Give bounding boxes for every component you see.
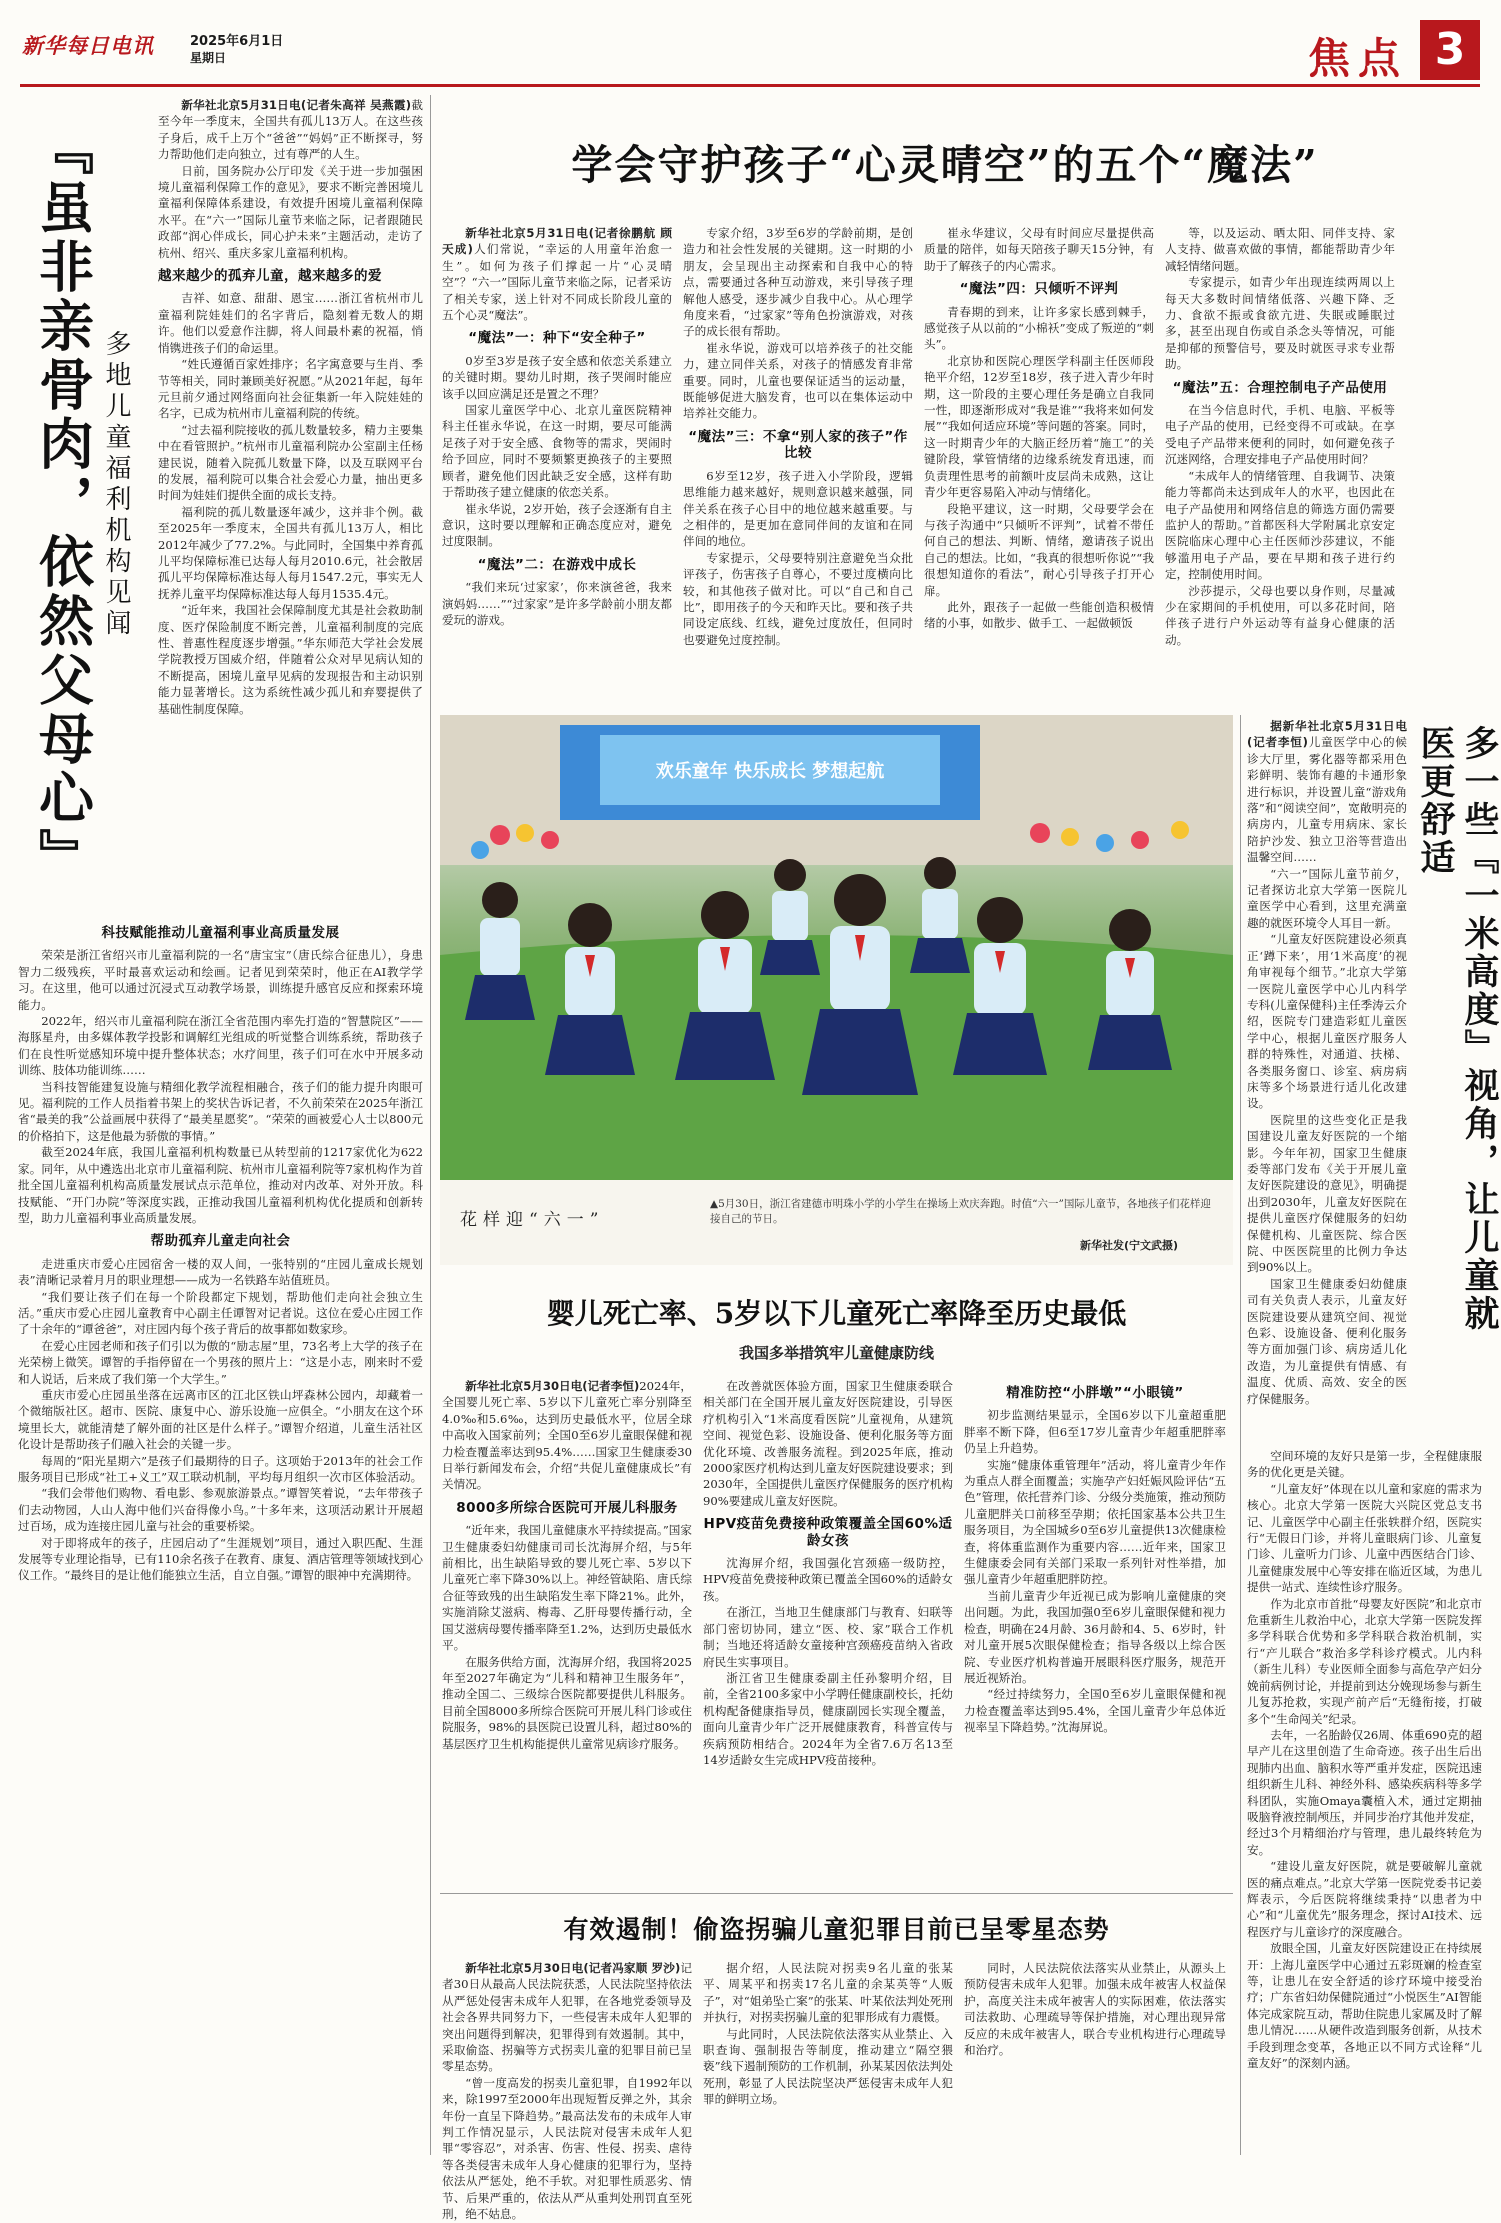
- mortality-heading-2: HPV疫苗免费接种政策覆盖全国60%适龄女孩: [703, 1516, 953, 1549]
- magic-para: 崔永华建议，父母有时间应尽量提供高质量的陪伴，如每天陪孩子聊天15分钟，有助于了解孩子的内心需求。: [924, 226, 1154, 273]
- horizontal-divider: [440, 1893, 1233, 1894]
- magic-heading-5: “魔法”五：合理控制电子产品使用: [1172, 379, 1388, 396]
- magic-col-3: [924, 225, 1154, 705]
- magic-para: 段艳平建议，这一时期，父母要学会在与孩子沟通中“只倾听不评判”，试着不带任何自己的想法、判断、情绪，邀请孩子说出自己的想法。比如，“我真的很想听你说”“我很想知道你的看法”，耐心引导孩子打开心扉。: [924, 501, 1154, 598]
- magic-para: 专家提示，如青少年出现连续两周以上每天大多数时间情绪低落、兴趣下降、乏力、食欲不振或食欲亢进、失眠或睡眠过多，甚至出现自伤或自杀念头等情况，可能是抑郁的预警信号，要及时就医寻求专业帮助。: [1165, 275, 1395, 372]
- magic-para: 国家儿童医学中心、北京儿童医院精神科主任崔永华说，在这一时期，要尽可能满足孩子对于安全感、食物等的需求，哭闹时给予回应，同时不要频繁更换孩子的主要照顾者，避免他们因此缺乏安全感，这样有助于帮助孩子建立健康的依恋关系。: [442, 403, 672, 500]
- left-para: “近年来，我国社会保障制度尤其是社会救助制度、医疗保险制度不断完善，儿童福利制度的完底性、普惠性程度逐步增强。”华东师范大学社会发展学院教授万国威介绍，伴随着公众对早见病认知的不断提高，困境儿童早见病的发现报告和主动识别能力显著增长。这为系统性减少孤儿和弃婴提供了基础性制度保障。: [158, 603, 423, 716]
- section-name: 焦点: [1308, 34, 1409, 83]
- left-para: 每周的“阳光星期六”是孩子们最期待的日子。这项始于2013年的社会工作服务项目已形成“社工+义工”双工联动机制，平均每月组织一次市区体验活动。: [18, 1453, 423, 1484]
- magic-col-4: [1165, 225, 1395, 705]
- magic-para: 0岁至3岁是孩子安全感和依恋关系建立的关键时期。婴幼儿时期，孩子哭闹时能应该手以回应满足还是置之不理？: [442, 353, 672, 401]
- left-intro: [158, 97, 423, 911]
- masthead: [0, 0, 1500, 88]
- photo-illustration: [440, 715, 1233, 1265]
- photo-caption: ▲5月30日，浙江省建德市明珠小学的小学生在操场上欢庆奔跑。时值“六一”国际儿童节，各地孩子们花样迎接自己的节日。: [710, 1198, 1211, 1225]
- magic-para: 6岁至12岁，孩子进入小学阶段，逻辑思维能力越来越好，规则意识越来越强，同伴关系在孩子心目中的地位越来越重要。与之相伴的，是更加在意同伴间的友谊和在同伴间的地位。: [683, 468, 913, 549]
- masthead-weekday: 星期日: [190, 51, 227, 65]
- theft-para: 与此同时，人民法院依法落实从业禁止、入职查询、强制报告等制度，推动建立“隔空猥亵”线下遏制预防的工作机制，孙某某因依法判处死刑，彰显了人民法院坚决严惩侵害未成年人犯罪的鲜明立场。: [703, 2026, 953, 2107]
- magic-para: 专家提示，父母要特别注意避免当众批评孩子，伤害孩子自尊心，不要过度横向比较，和其他孩子做对比。可以“自己和自己比”，即用孩子的今天和昨天比。要和孩子共同设定底线、红线，避免过度放任，但同时也要避免过度控制。: [683, 550, 913, 647]
- mortality-title: 婴儿死亡率、5岁以下儿童死亡率降至历史最低: [546, 1297, 1127, 1330]
- theft-para: 据介绍，人民法院对拐卖9名儿童的张某平、周某平和拐卖17名儿童的余某英等“人贩子”，对“姐弟坠亡案”的张某、叶某依法判处死刑并执行，对拐卖拐骗儿童的犯罪形成有力震慑。: [703, 1961, 953, 2025]
- theft-para: 记者30日从最高人民法院获悉，人民法院坚持依法从严惩处侵害未成年人犯罪，在各地党委领导及社会各界共同努力下，一些侵害未成年人犯罪的突出问题得到解决，犯罪得到有效遏制。其中，采取偷盗、拐骗等方式拐卖儿童的犯罪目前已呈零星态势。: [442, 1961, 692, 2074]
- right-para: “儿童友好医院建设必须真正‘蹲下来’，用‘1米高度’的视角审视每个细节。”北京大学第一医院儿童医学中心儿内科学专科(儿童保健科)主任季涛云介绍，医院专门建造彩虹儿童医学中心，根据儿童医疗服务人群的特殊性，对通道、扶梯、各类服务窗口、诊室、病房病床等多个场景进行适儿化改建设。: [1247, 932, 1407, 1111]
- masthead-rule: [20, 84, 1480, 87]
- mortality-para: 沈海屏介绍，我国强化宫颈癌一级防控，HPV疫苗免费接种政策已覆盖全国60%的适龄女孩。: [703, 1556, 953, 1603]
- mortality-para: 在浙江，当地卫生健康部门与教育、妇联等部门密切协同，建立“医、校、家”联合工作机制；当地还将适龄女童接种宫颈癌疫苗纳入省政府民生实事项目。: [703, 1605, 953, 1669]
- theft-para: 同时，人民法院依法落实从业禁止，从源头上预防侵害未成年人犯罪。加强未成年被害人权益保护，高度关注未成年被害人的实际困难，依法落实司法救助、心理疏导等保护措施，对心理出现异常反应的未成年被害人，联合专业机构进行心理疏导和治疗。: [964, 1961, 1226, 2058]
- left-para: 在爱心庄园老师和孩子们引以为傲的“励志屋”里，73名考上大学的孩子在光荣榜上微笑。谭智的手指停留在一个男孩的照片上：“这是小志，刚来时不爱和人说话，后来成了我们第一个大学生。”: [18, 1338, 423, 1386]
- mortality-para: “经过持续努力，全国0至6岁儿童眼保健和视力检查覆盖率达到95.4%，全国儿童青少年总体近视率呈下降趋势。”沈海屏说。: [964, 1687, 1226, 1735]
- left-story-title: 『虽非亲骨肉，依然父母心』: [30, 120, 95, 887]
- mortality-para: 在服务供给方面，沈海屏介绍，我国将2025年至2027年确定为“儿科和精神卫生服务年”，推动全国二、三级综合医院都要提供儿科服务。目前全国8000多所综合医院可开展儿科门诊或住院服务，98%的县医院已设置儿科，超过80%的基层医疗卫生机构能提供儿童常见病诊疗服务。: [442, 1654, 692, 1751]
- right-para: 去年，一名胎龄仅26周、体重690克的超早产儿在这里创造了生命奇迹。孩子出生后出现肺内出血、脑积水等严重并发症，医院迅速组织新生儿科、神经外科、感染疾病科等多学科团队，实施Omaya囊植入术，通过定期抽吸脑脊液控制颅压，并同步治疗其他并发症，经过3个月精细治疗与管理，患儿最终转危为安。: [1247, 1727, 1482, 1857]
- mortality-col-2: [703, 1378, 953, 1888]
- mortality-para: 浙江省卫生健康委副主任孙黎明介绍，目前，全省2100多家中小学聘任健康副校长，托幼机构配备健康指导员，健康副园长实现全覆盖，面向儿童青少年广泛开展健康教育，科普宣传与疾病预防相结合。2024年为全省7.6万名13至14岁适龄女生完成HPV疫苗接种。: [703, 1670, 953, 1767]
- left-lower-column: [18, 918, 423, 2153]
- mortality-dateline: 新华社北京5月30日电(记者李恒): [465, 1379, 640, 1393]
- mortality-para: “近年来，我国儿童健康水平持续提高。”国家卫生健康委妇幼健康司司长沈海屏介绍，与5年前相比，出生缺陷导致的婴儿死亡率、5岁以下儿童死亡率下降30%以上。神经管缺陷、唐氏综合征等致残的出生缺陷发生率下降21%。此外，实施消除艾滋病、梅毒、乙肝母婴传播行动，全国艾滋病母婴传播率降至1.2%，达到历史最低水平。: [442, 1523, 692, 1653]
- mortality-para: 在改善就医体验方面，国家卫生健康委联合相关部门在全国开展儿童友好医院建设，引导医疗机构引入“1米高度看医院”儿童视角，从建筑空间、视觉色彩、设施设备、便利化服务等方面优化环境、改善服务流程。到2025年底，推动2000家医疗机构达到儿童友好医院建设要求；到2030年，全国提供儿童医疗保健服务的医疗机构90%要建成儿童友好医院。: [703, 1379, 953, 1508]
- magic-heading-1: “魔法”一：种下“安全种子”: [468, 330, 646, 347]
- left-para: 荣荣是浙江省绍兴市儿童福利院的一名“唐宝宝”（唐氏综合征患儿），身患智力二级残疾，平时最喜欢运动和绘画。记者见到荣荣时，他正在AI教学学习。在这里，他可以通过沉浸式互动教学场景，训练提升感官反应和探索环境能力。: [18, 948, 423, 1012]
- mortality-para: 初步监测结果显示，全国6岁以下儿童超重肥胖率不断下降，但6至17岁儿童青少年超重肥胖率仍呈上升趋势。: [964, 1408, 1226, 1456]
- left-para: 对于即将成年的孩子，庄园启动了“生涯规划”项目，通过入职匹配、生涯发展等专业理论指导，已有110余名孩子在教育、康复、酒店管理等领域找到心仪工作。“最终目的是让他们能独立生活，自立自强。”谭智的眼神中充满期待。: [18, 1535, 423, 1583]
- mortality-col-1: [442, 1378, 692, 1888]
- magic-intro: 人们常说，“幸运的人用童年治愈一生”。如何为孩子们撑起一片“心灵晴空”？“六一”国际儿童节来临之际，记者采访了相关专家，送上针对不同成长阶段儿童的五个心灵“魔法”。: [442, 242, 672, 323]
- theft-title: 有效遏制！偷盗拐骗儿童犯罪目前已呈零星态势: [563, 1915, 1110, 1944]
- magic-heading-4: “魔法”四：只倾听不评判: [959, 281, 1119, 298]
- magic-para: 等，以及运动、晒太阳、同伴支持、家人支持、做喜欢做的事情，都能帮助青少年减轻情绪问题。: [1165, 226, 1395, 273]
- left-heading-2: 科技赋能推动儿童福利事业高质量发展: [101, 925, 340, 941]
- right-para: 国家卫生健康委妇幼健康司有关负责人表示，儿童友好医院建设要从建筑空间、视觉色彩、设施设备、便利化服务等方面加强门诊、病房适儿化改造，为儿童提供有情感、有温度、优质、高效、安全的医疗保健服务。: [1247, 1276, 1407, 1406]
- right-dateline: 据新华社北京5月31日电(记者李恒): [1247, 719, 1407, 750]
- left-para: 吉祥、如意、甜甜、恩宝……浙江省杭州市儿童福利院娃娃们的名字背后，隐刻着无数人的期许。他们以爱意作注脚，将人间最朴素的祝福，悄悄镌进孩子们的命运里。: [158, 291, 423, 355]
- left-heading-1: 越来越少的孤弃儿童，越来越多的爱: [158, 268, 382, 285]
- left-para: “姓氏遵循百家姓排序；名字寓意要与生肖、季节等相关，同时兼顾美好祝愿。”从2021年起，每年元旦前夕通过网络面向社会征集新一年入院娃娃的名字，已成为杭州市儿童福利院的传统。: [158, 357, 423, 421]
- theft-dateline: 新华社北京5月30日电(记者冯家顺 罗沙): [465, 1961, 681, 1975]
- right-para: 医院里的这些变化正是我国建设儿童友好医院的一个缩影。今年年初，国家卫生健康委等部门发布《关于开展儿童友好医院建设的意见》，明确提出到2030年，儿童友好医院在提供儿童医疗保健服务的妇幼保健机构、儿童医院、综合医院、中医医院里的比例力争达到90%以上。: [1247, 1112, 1407, 1275]
- left-para: “我们要让孩子们在每一个阶段都定下规划，帮助他们走向社会独立生活。”重庆市爱心庄园儿童教育中心副主任谭智对记者说。这位在爱心庄园工作了十余年的“谭爸爸”，对庄园内每个孩子背后的故事都如数家珍。: [18, 1289, 423, 1337]
- right-story-title: 多一些『一米高度』视角，让儿童就医更舒适: [1415, 725, 1500, 1333]
- photo-caption-title: 花样迎“六一”: [460, 1210, 605, 1230]
- left-para: “我们会带他们购物、看电影、参观旅游景点。”谭智笑着说，“去年带孩子们去动物园，人山人海中他们兴奋得像小鸟。”十多年来，这项活动累计开展超过百场，成为连接庄园儿童与社会的重要桥梁。: [18, 1486, 423, 1534]
- left-intro-text: 截至今年一季度末，全国共有孤儿13万人。在这些孩子身后，成千上万个“爸爸”“妈妈”正不断探寻，努力帮助他们走向独立，过有尊严的人生。: [158, 98, 423, 162]
- magic-col-2: [683, 225, 913, 705]
- page-number-box: 3: [1420, 20, 1480, 80]
- left-para: 重庆市爱心庄园虽坐落在远离市区的江北区铁山坪森林公园内，却藏着一个微缩版社区。超市、医院、康复中心、游乐设施一应俱全。“小朋友在这个环境里长大，就能清楚了解外面的社区是什么样子。”谭智介绍道，儿童生活社区化设计是帮助孩子们融入社会的关键一步。: [18, 1387, 423, 1452]
- right-para: 放眼全国，儿童友好医院建设正在持续展开：上海儿童医学中心通过五彩斑斓的检查室等，让患儿在安全舒适的诊疗环境中接受治疗；广东省妇幼保健院通过“小悦医生”AI智能体完成家院互动，帮助住院患儿家属及时了解患儿情况……从硬件改造到服务创新，从技术手段到理念变革，各地正以不同方式诠释“儿童友好”的深刻内涵。: [1247, 1941, 1482, 2071]
- magic-dateline: 新华社北京5月31日电(记者徐鹏航 顾天成): [442, 226, 672, 257]
- masthead-date: 2025年6月1日: [190, 34, 284, 49]
- left-para: 当科技智能建复设施与精细化教学流程相融合，孩子们的能力提升肉眼可见。福利院的工作人员指着书架上的奖状告诉记者，不久前荣荣在2025年浙江省“最美的我”公益画展中获得了“最美星愿奖”。“荣荣的画被爱心人士以800元的价格拍下，这是他最为骄傲的事情。”: [18, 1079, 423, 1143]
- photo-banner-text: 欢乐童年 快乐成长 梦想起航: [655, 761, 885, 782]
- left-para: “过去福利院接收的孤儿数量较多，精力主要集中在看管照护。”杭州市儿童福利院办公室副主任杨建民说，随着入院孤儿数量下降，以及互联网平台的发展，福利院可以集合社会爱心力量，抽出更多时间为娃娃们提供全面的成长支持。: [158, 422, 423, 503]
- left-story-subtitle: 多地儿童福利机构见闻: [101, 330, 131, 640]
- magic-para: 沙莎提示，父母也要以身作则，尽量减少在家期间的手机使用，可以多花时间，陪伴孩子进行户外运动等有益身心健康的活动。: [1165, 583, 1395, 647]
- left-heading-3: 帮助孤弃儿童走向社会: [150, 1233, 291, 1250]
- news-photo: [440, 715, 1233, 1265]
- magic-para: 崔永华说，2岁开始，孩子会逐渐有自主意识，这时要以理解和正确态度应对，避免过度限制。: [442, 501, 672, 549]
- left-para: 2022年，绍兴市儿童福利院在浙江全省范围内率先打造的“智慧院区”——海豚星舟，由多媒体教学投影和调解红光组成的听觉整合训练系统，帮助孩子们在良性听觉感知环境中提升整体状态；水疗间里，孩子们可在水中开展多动训练、肢体功能训练……: [18, 1014, 423, 1078]
- magic-heading-3: “魔法”三：不拿“别人家的孩子”作比较: [688, 428, 908, 462]
- right-para: “儿童友好”体现在以儿童和家庭的需求为核心。北京大学第一医院大兴院区党总支书记、儿童医学中心副主任张轶群介绍，医院实行“无假日门诊，并将儿童眼病门诊、儿童复门诊、儿童听力门诊、儿童中西医结合门诊、儿童健康发展中心等安排在临近区域，为患儿提供一站式、连续性诊疗服务。: [1247, 1481, 1482, 1595]
- left-intro-2: 日前，国务院办公厅印发《关于进一步加强困境儿童福利保障工作的意见》，要求不断完善困境儿童福利保障体系建设，有效提升困境儿童福利保障水平。在“六一”国际儿童节来临之际，记者跟随民政部“润心伴成长，同心护未来”主题活动，走访了杭州、绍兴、重庆多家儿童福利机构。: [158, 163, 423, 260]
- right-para: 儿童医学中心的候诊大厅里，雾化器等都采用色彩鲜明、装饰有趣的卡通形象进行标识，并设置儿童“游戏角落”和“阅读空间”，宽敞明亮的病房内，儿童专用病床、家长陪护沙发、独立卫浴等营造出温馨空间……: [1247, 735, 1407, 865]
- magic-col-1: [442, 225, 672, 705]
- right-top-column: [1247, 718, 1407, 1443]
- right-lower-column: [1247, 1448, 1482, 2158]
- magic-para: 北京协和医院心理医学科副主任医师段艳平介绍，12岁至18岁，孩子进入青少年时期，这一阶段的主要心理任务是确立自我同一性，即逐渐形成对“我是谁”“我将来如何发展”“我如何适应环境”等问题的答案。同时，这一时期青少年的大脑正经历着“施工”的关键阶段，掌管情绪的边缘系统发育迅速，而负责理性思考的前额叶皮层尚未成熟，这让青少年更容易陷入冲动与情绪化。: [924, 353, 1154, 500]
- theft-col-3: [964, 1960, 1226, 2160]
- magic-para: “我们来玩‘过家家’，你来演爸爸，我来演妈妈……”“过家家”是许多学龄前小朋友都爱玩的游戏。: [442, 580, 672, 627]
- right-para: 作为北京市首批“母婴友好医院”和北京市危重新生儿救治中心，北京大学第一医院发挥多学科联合优势和多学科联合救治机制，实行“产儿联合”救治多学科诊疗模式。儿内科（新生儿科）专业医师全面参与高危孕产妇分娩前病例讨论，并提前到达分娩现场参与新生儿复苏抢救，实现产前产后“无缝衔接，打破多个“生命闯关”纪录。: [1247, 1596, 1482, 1726]
- theft-col-2: [703, 1960, 953, 2160]
- left-para: 福利院的孤儿数量逐年减少，这并非个例。截至2025年一季度末，全国共有孤儿13万人，相比2012年减少了77.2%。与此同时，全国集中养育孤儿平均保障标准已达每人每月2010.6元，社会散居孤儿平均保障标准达每人每月1547.2元，事实无人抚养儿童平均保障标准达每人每月1535.4元。: [158, 504, 423, 601]
- magic-banner-title: 学会守护孩子“心灵晴空”的五个“魔法”: [571, 141, 1319, 189]
- magic-heading-2: “魔法”二：在游戏中成长: [477, 556, 637, 573]
- right-para: “建设儿童友好医院，就是要破解儿童就医的痛点难点。”北京大学第一医院党委书记姜辉表示，今后医院将继续秉持“以患者为中心”和“儿童优先”服务理念，探讨AI技术、远程医疗与儿童诊疗的深度融合。: [1247, 1859, 1482, 1939]
- vertical-divider-right: [1240, 715, 1241, 2155]
- magic-para: 专家介绍，3岁至6岁的学龄前期，是创造力和社会性发展的关键期。这一时期的小朋友，会呈现出主动探索和自我中心的特点，需要通过各种互动游戏，来引导孩子理解他人感受，逐步减少自我中心。从心理学角度来看，“过家家”等角色扮演游戏，对孩子的成长很有帮助。: [683, 226, 913, 339]
- mortality-intro: 2024年，全国婴儿死亡率、5岁以下儿童死亡率分别降至4.0‰和5.6‰，达到历史最低水平，位居全球中高收入国家前列；全国0至6岁儿童眼保健和视力检查覆盖率达到95.4%……国家卫生健康委30日举行新闻发布会，介绍“共促儿童健康成长”有关情况。: [442, 1379, 692, 1492]
- left-dateline: 新华社北京5月31日电(记者朱高祥 吴燕霞): [181, 98, 412, 112]
- mortality-heading-3: 精准防控“小胖墩”“小眼镜”: [1006, 1385, 1184, 1401]
- right-para: “六一”国际儿童节前夕，记者探访北京大学第一医院儿童医学中心看到，这里充满童趣的就医环境令人耳目一新。: [1247, 866, 1407, 930]
- mortality-col-3: [964, 1378, 1226, 1888]
- mortality-heading-1: 8000多所综合医院可开展儿科服务: [456, 1499, 678, 1516]
- magic-para: 青春期的到来，让许多家长感到棘手，感觉孩子从以前的“小棉袄”变成了叛逆的“刺头”。: [924, 304, 1154, 352]
- vertical-divider: [430, 95, 431, 2155]
- magic-para: 崔永华说，游戏可以培养孩子的社交能力，建立同伴关系，对孩子的情感发育非常重要。同时，儿童也要保证适当的运动量，既能够促进大脑发育，也可以在集体运动中培养社交能力。: [683, 340, 913, 421]
- left-para: 截至2024年底，我国儿童福利机构数量已从转型前的1217家优化为622家。同年，从中遴选出北京市儿童福利院、杭州市儿童福利院等7家机构作为首批全国儿童福利机构高质量发展试点示范单位，推动对内改革、对外开放。科技赋能、“开门办院”等深度实践，正推动我国儿童福利机构优化提质和创新转型，助力儿童福利事业高质量发展。: [18, 1145, 423, 1225]
- magic-para: “未成年人的情绪管理、自我调节、决策能力等都尚未达到成年人的水平，也因此在电子产品使用和网络信息的筛选方面仍需要监护人的帮助。”首都医科大学附属北京安定医院临床心理中心主任医师沙莎建议，不能够滥用电子产品，要在早期和孩子进行约定，控制使用时间。: [1165, 468, 1395, 582]
- magic-para: 在当今信息时代，手机、电脑、平板等电子产品的使用，已经变得不可或缺。在享受电子产品带来便利的同时，如何避免孩子沉迷网络，合理安排电子产品使用时间？: [1165, 403, 1395, 467]
- left-para: 走进重庆市爱心庄园宿舍一楼的双人间，一张特别的“庄园儿童成长规划表”清晰记录着月月的职业理想——成为一名铁路车站值班员。: [18, 1256, 423, 1288]
- photo-credit: 新华社发(宁文武摄): [1080, 1239, 1179, 1252]
- theft-col-1: [442, 1960, 692, 2222]
- masthead-logo: 新华每日电讯: [22, 33, 154, 58]
- right-para: 空间环境的友好只是第一步，全程健康服务的优化更是关键。: [1247, 1449, 1482, 1480]
- magic-para: 此外，跟孩子一起做一些能创造积极情绪的小事，如散步、做手工、一起做顿饭: [924, 599, 1154, 631]
- mortality-subtitle: 我国多举措筑牢儿童健康防线: [738, 1344, 934, 1362]
- mortality-para: 实施“健康体重管理年”活动，将儿童青少年作为重点人群全面覆盖；实施孕产妇妊娠风险评估“五色”管理，依托营养门诊、分级分类施策，推动预防儿童肥胖关口前移至孕期；依托国家基本公共卫生服务项目，为全国城乡0至6岁儿童提供13次健康检查，将体重监测作为重要内容……近年来，国家卫生健康委会同有关部门采取一系列针对性举措，加强儿童青少年超重肥胖防控。: [964, 1457, 1226, 1587]
- theft-para: “曾一度高发的拐卖儿童犯罪，自1992年以来，除1997至2000年出现短暂反弹之外，其余年份一直呈下降趋势。”最高法发布的未成年人审判工作情况显示，人民法院对侵害未成年人犯罪“零容忍”，对杀害、伤害、性侵、拐卖、虐待等各类侵害未成年人身心健康的犯罪行为，坚持依法从严惩处，绝不手软。对犯罪性质恶劣、情节、后果严重的，依法从严从重判处刑罚直至死刑，绝不姑息。: [442, 2075, 692, 2222]
- mortality-para: 当前儿童青少年近视已成为影响儿童健康的突出问题。为此，我国加强0至6岁儿童眼保健和视力检查，明确在24月龄、36月龄和4、5、6岁时，针对儿童开展5次眼保健检查；指导各级以上综合医院、专业医疗机构普遍开展眼科医疗服务，规范开展近视矫治。: [964, 1588, 1226, 1685]
